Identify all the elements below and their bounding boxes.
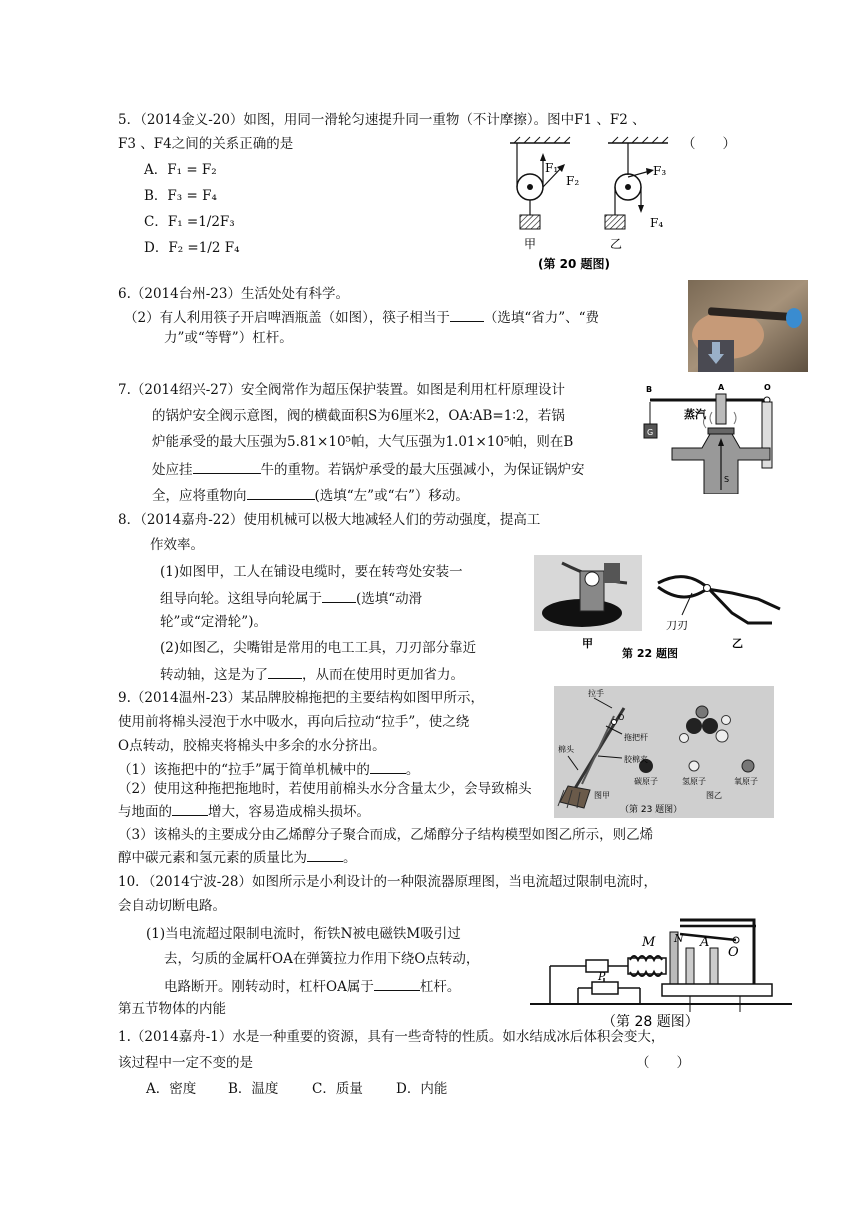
q8-answer-blank-1[interactable] <box>322 588 356 603</box>
q9-line1: 9.（2014温州-23）某品牌胶棉拖把的主要结构如图甲所示， <box>118 690 484 706</box>
q8-line1: 8．（2014嘉舟-22）使用机械可以极大地减轻人们的劳动强度，提高工 <box>118 512 541 528</box>
q7-line3: 炉能承受的最大压强为5.81×10⁵帕，大气压强为1.01×10⁵帕，则在B <box>152 434 574 450</box>
q7-safety-valve-figure <box>642 378 782 494</box>
q9-sub3-text: 醇中碳元素和氢元素的质量比为 <box>118 850 307 866</box>
q9-label-handle: 拉手 <box>588 689 604 698</box>
q9-sub2-line1: （2）使用这种拖把拖地时，若使用前棉头水分含量太少，会导致棉头 <box>118 781 532 797</box>
q7-label-g: G <box>647 428 654 437</box>
q7-label-b: B <box>646 385 653 394</box>
q10-label-o: O <box>728 945 739 960</box>
q5-label-f3: F₃ <box>653 164 667 178</box>
q8-sub1-line2 <box>160 588 422 608</box>
q9-answer-blank-1[interactable] <box>370 759 406 774</box>
q9-label-o: O <box>618 713 625 722</box>
q7-line5 <box>152 485 469 505</box>
q9-sub2-text-b: 增大，容易造成棉头损坏。 <box>208 804 370 820</box>
q9-label-head: 棉头 <box>558 745 574 754</box>
q7-line4 <box>152 459 585 479</box>
q7-label-o: O <box>764 383 771 392</box>
q9-sub2-line2 <box>118 801 370 821</box>
q6-line2 <box>124 307 599 327</box>
q7-line4-text: 处应挂 <box>152 462 193 478</box>
s5-q1-option-c: C．质量 <box>312 1081 363 1097</box>
q5-line2: F3 、F4之间的关系正确的是 <box>118 136 294 152</box>
q8-line2: 作效率。 <box>150 537 204 553</box>
q5-option-a: A．F₁ = F₂ <box>144 162 217 178</box>
q9-label-yi: 图乙 <box>706 791 722 800</box>
q8-sub1-text-b: (选填“动滑 <box>356 591 423 607</box>
q9-sub1-text: （1）该拖把中的“拉手”属于简单机械中的 <box>118 762 370 778</box>
q7-line1: 7.（2014绍兴-27）安全阀常作为超压保护装置。如图是利用杠杆原理设计 <box>118 382 565 398</box>
q5-label-f2: F₂ <box>566 174 580 188</box>
q9-line2: 使用前将棉头浸泡于水中吸水，再向后拉动“拉手”，使之绕 <box>118 714 470 730</box>
q5-line1: 5．（2014金义-20）如图，用同一滑轮匀速提升同一重物（不计摩擦）。图中F1 、F2 、 <box>118 112 646 128</box>
q7-line2: 的锅炉安全阀示意图，阀的横截面积S为6厘米2，OA∶AB=1∶2，若锅 <box>152 408 565 424</box>
q10-sub1-line1: (1)当电流超过限制电流时，衔铁N被电磁铁M吸引过 <box>146 926 461 942</box>
q7-line4-text-b: 牛的重物。若锅炉承受的最大压强减小，为保证锅炉安 <box>260 462 585 478</box>
q7-label-s: S <box>724 475 730 484</box>
q10-caption: （第 28 题图） <box>602 1014 699 1030</box>
q9-sub3-line1: （3）该棉头的主要成分由乙烯醇分子聚合而成，乙烯醇分子结构模型如图乙所示，则乙烯 <box>118 827 654 843</box>
q10-label-a: A <box>700 935 710 950</box>
q5-label-yi: 乙 <box>610 237 623 251</box>
s5-q1-option-a: A．密度 <box>146 1081 197 1097</box>
q5-answer-paren: （ ） <box>682 136 736 152</box>
q8-sub2-text-b: ，从而在使用时更加省力。 <box>302 667 464 683</box>
q9-label-carbon: 碳原子 <box>634 777 658 786</box>
q10-sub1-text-b: 杠杆。 <box>419 979 461 995</box>
q8-sub1-line3: 轮”或“定滑轮”)。 <box>160 614 267 630</box>
q9-answer-blank-2[interactable] <box>172 801 208 816</box>
q10-label-m: M <box>642 935 656 950</box>
q7-answer-blank-2[interactable] <box>247 485 315 500</box>
q9-line3: O点转动，胶棉夹将棉头中多余的水分挤出。 <box>118 738 386 754</box>
q6-chopsticks-photo <box>688 280 808 372</box>
q5-option-c: C．F₁ =1/2F₃ <box>144 214 235 230</box>
q9-label-rod: 拖把杆 <box>624 733 648 742</box>
q7-line5-text-b: (选填“左”或“右”）移动。 <box>314 488 469 504</box>
q5-label-jia: 甲 <box>524 237 537 251</box>
q10-sub1-text: 电路断开。刚转动时，杠杆OA属于 <box>164 979 374 995</box>
q9-sub1 <box>118 759 419 779</box>
q9-sub2-text: 与地面的 <box>118 804 172 820</box>
s5-q1-option-d: D．内能 <box>396 1081 448 1097</box>
q9-sub3-text-b: 。 <box>343 850 357 866</box>
s5-q1-option-b: B．温度 <box>228 1081 279 1097</box>
q8-sub1-text: 组导向轮。这组导向轮属于 <box>160 591 322 607</box>
q6-line2-text: （2）有人利用筷子开启啤酒瓶盖（如图），筷子相当于 <box>124 310 450 326</box>
q10-sub1-line2: 去，匀质的金属杆OA在弹簧拉力作用下绕O点转动， <box>164 951 480 967</box>
q5-pulley-figure <box>500 135 700 275</box>
q10-answer-blank[interactable] <box>374 976 420 991</box>
q9-answer-blank-3[interactable] <box>307 847 343 862</box>
q7-answer-blank-1[interactable] <box>193 459 261 474</box>
s5-q1-line1: 1.（2014嘉舟-1）水是一种重要的资源，具有一些奇特的性质。如水结成冰后体积会变大， <box>118 1029 665 1045</box>
q8-label-yi: 乙 <box>732 637 743 650</box>
s5-q1-line2: 该过程中一定不变的是 <box>118 1055 253 1071</box>
q8-sub2-line2 <box>160 664 464 684</box>
q7-line5-text: 全，应将重物向 <box>152 488 247 504</box>
q6-line1: 6.（2014台州-23）生活处处有科学。 <box>118 286 349 302</box>
q6-answer-blank[interactable] <box>450 307 484 322</box>
q9-mop-figure <box>554 686 774 818</box>
q8-sub1-line1: (1)如图甲，工人在铺设电缆时，要在转弯处安装一 <box>160 564 463 580</box>
s5-q1-answer-paren: （ ） <box>636 1055 690 1071</box>
q8-label-jia: 甲 <box>582 637 593 650</box>
q5-label-f4: F₄ <box>650 216 664 230</box>
q9-caption: （第 23 题图） <box>620 805 683 815</box>
q6-line3: 力”或“等臂”）杠杆。 <box>164 330 293 346</box>
q9-label-clip: 胶棉夹 <box>624 755 648 764</box>
q8-figure <box>532 553 792 665</box>
q8-answer-blank-2[interactable] <box>268 664 302 679</box>
q8-caption: 第 22 题图 <box>622 647 678 660</box>
q5-option-b: B．F₃ = F₄ <box>144 188 217 204</box>
q8-label-blade: 刀刃 <box>666 619 688 632</box>
q10-label-p: P <box>598 970 606 983</box>
q10-line1: 10．（2014宁波-28）如图所示是小利设计的一种限流器原理图，当电流超过限制电流时， <box>118 874 658 890</box>
section-title: 第五节物体的内能 <box>118 1001 226 1017</box>
q9-label-oxygen: 氧原子 <box>734 777 758 786</box>
q9-sub3-line2 <box>118 847 357 867</box>
q5-caption: (第 20 题图) <box>538 257 611 271</box>
q10-label-n: N <box>674 932 684 945</box>
q8-sub2-line1: (2)如图乙，尖嘴钳是常用的电工工具，刀刃部分靠近 <box>160 640 477 656</box>
q5-label-f1: F₁ <box>545 161 559 175</box>
q10-current-limiter-figure <box>530 912 792 1030</box>
q9-sub1-text-b: 。 <box>405 762 420 778</box>
q7-label-a: A <box>718 383 725 392</box>
q5-option-d: D．F₂ =1/2 F₄ <box>144 240 240 256</box>
q8-sub2-text: 转动轴，这是为了 <box>160 667 268 683</box>
q10-sub1-line3 <box>164 976 460 996</box>
q9-label-jia: 图甲 <box>594 791 610 800</box>
q10-line2: 会自动切断电路。 <box>118 898 226 914</box>
q9-label-hydrogen: 氢原子 <box>682 777 706 786</box>
q7-label-steam: 蒸汽 <box>684 408 706 421</box>
q6-line2-text-b: （选填“省力”、“费 <box>483 310 600 326</box>
